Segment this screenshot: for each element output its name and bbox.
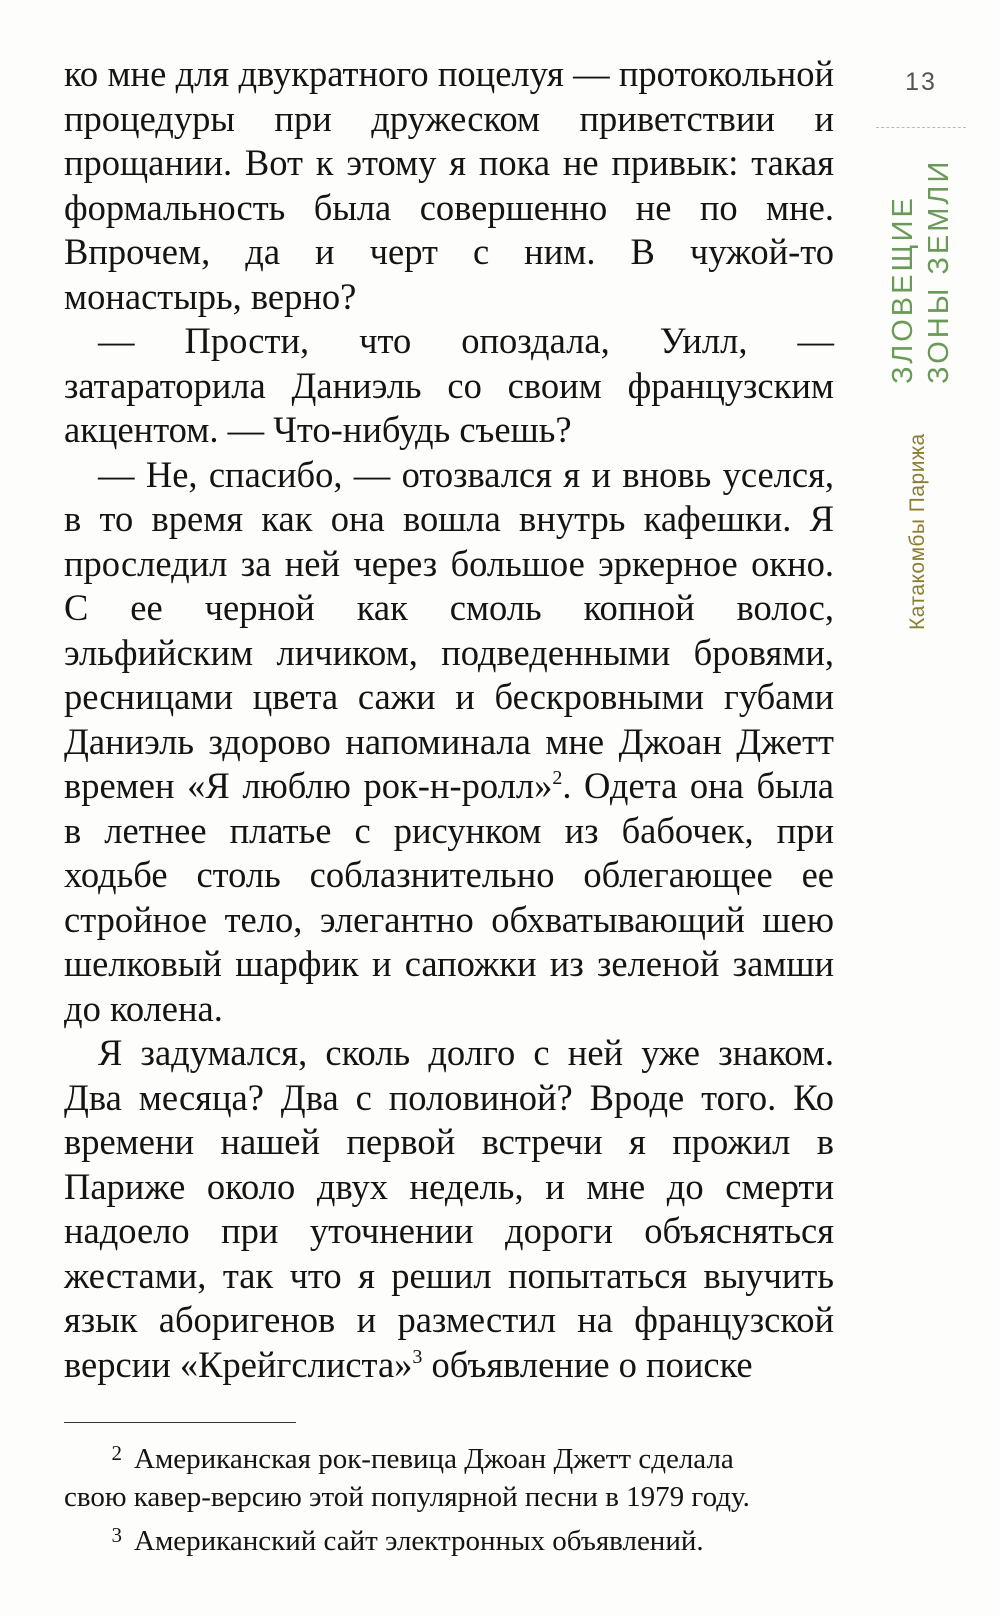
footnotes — [64, 1434, 834, 1560]
series-title-line: ЗОНЫ ЗЕМЛИ — [923, 158, 955, 384]
book-title: Катакомбы Парижа — [906, 433, 929, 630]
paragraph-text: — Не, спасибо, — отозвался я и вновь уселся, в то время как она вошла внутрь кафешки. Я проследил за ней через большое эркерное окно. С ее черной как смоль копной волос, эльфийским личиком, подведенными бровями, ресницами цвета сажи и бескровными губами Даниэль здорово напоминала мне Джоан Джетт времен «Я люблю рок-н-ролл» — [64, 453, 834, 806]
paragraph-text: Я задумался, сколь долго с ней уже знаком. Два месяца? Два с половиной? Вроде того. Ко времени нашей первой встречи я прожил в Париже около двух недель, и мне до смерти надоело при уточнении дороги объясняться жестами, так что я решил попытаться выучить язык аборигенов и разместил на французской версии «Крейгслиста» — [64, 1032, 834, 1385]
footnote-mark: 2 — [111, 1441, 122, 1465]
footnote-text: Американский сайт электронных объявлений. — [134, 1525, 704, 1557]
paragraph: — Прости, что опоздала, Уилл, — затараторила Даниэль со своим французским акцентом. — Что-нибудь съешь? — [64, 320, 834, 450]
page-body — [64, 52, 834, 1387]
paragraph — [64, 453, 834, 1032]
footnote-mark: 3 — [111, 1523, 122, 1547]
footnote — [64, 1516, 834, 1560]
margin-divider — [876, 127, 966, 128]
footnote-ref[interactable]: 3 — [412, 1345, 423, 1368]
paragraph: ко мне для двукратного поцелуя — протокольной процедуры при дружеском приветствии и прощании. Вот к этому я пока не привык: такая формальность была совершенно не по мне. Впрочем, да и черт с ним. В чужой-то монастырь, верно? — [64, 53, 834, 317]
footnote-ref[interactable]: 2 — [552, 767, 563, 789]
footnote — [64, 1434, 834, 1478]
series-title — [886, 154, 966, 384]
footnote-divider — [64, 1422, 296, 1423]
series-title-line: ЗЛОВЕЩИЕ — [887, 195, 919, 384]
paragraph — [64, 1031, 834, 1387]
page-number: 13 — [905, 68, 937, 96]
paragraph-text: объявление о поиске — [422, 1343, 753, 1385]
footnote-text: Американская рок-певица Джоан Джетт сделала — [134, 1443, 734, 1475]
paragraph-text: . Одета она была в летнее платье с рисунком из бабочек, при ходьбе столь соблазнительно облегающее ее стройное тело, элегантно обхватывающий шею шелковый шарфик и сапожки из зеленой замши до колена. — [64, 765, 834, 1029]
footnote-continuation: свою кавер-версию этой популярной песни в 1979 году. — [64, 1481, 750, 1513]
